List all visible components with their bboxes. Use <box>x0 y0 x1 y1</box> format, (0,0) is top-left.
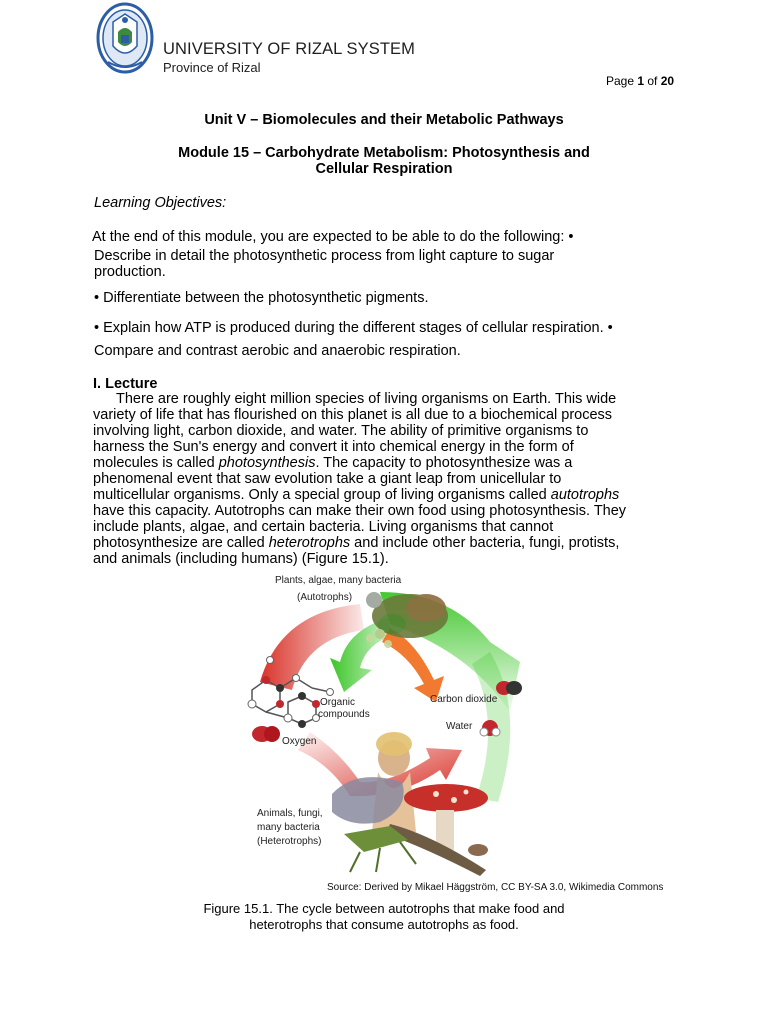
page-total: 20 <box>660 74 675 88</box>
figure-caption-line1: Figure 15.1. The cycle between autotrophs that make food and <box>203 901 565 916</box>
province-name: Province of Rizal <box>163 60 261 75</box>
objectives-intro: At the end of this module, you are expected to be able to do the following: • <box>92 229 574 245</box>
term-photosynthesis: photosynthesis <box>218 455 316 471</box>
lecture-text: . The capacity to photosynthesize was a <box>315 455 573 471</box>
lecture-text: photosynthesize are called <box>93 535 269 551</box>
page-prefix: Page <box>606 74 638 88</box>
label-autotrophs-line2: (Autotrophs) <box>297 592 353 603</box>
lecture-line <box>93 535 683 551</box>
lecture-line: and animals (including humans) (Figure 15.1). <box>93 551 389 567</box>
figure-caption <box>0 901 768 933</box>
label-heterotrophs-line2: many bacteria <box>257 822 320 833</box>
module-title-line1: Module 15 – Carbohydrate Metabolism: Photosynthesis and <box>178 145 590 161</box>
objective-4: Compare and contrast aerobic and anaerobic respiration. <box>94 343 461 359</box>
lecture-line: have this capacity. Autotrophs can make their own food using photosynthesis. They <box>93 503 627 519</box>
label-organic-line2: compounds <box>318 709 370 720</box>
objective-2: • Differentiate between the photosynthetic pigments. <box>94 290 429 306</box>
lecture-line <box>93 455 683 471</box>
page-of: of <box>644 74 661 88</box>
lecture-paragraph <box>93 391 683 567</box>
objective-1-line2: production. <box>94 264 166 280</box>
learning-objectives-heading: Learning Objectives: <box>94 195 227 211</box>
figure-autotroph-heterotroph-cycle <box>240 572 530 882</box>
lecture-text: and include other bacteria, fungi, protists, <box>350 535 620 551</box>
page-current: 1 <box>637 74 645 88</box>
lecture-line: involving light, carbon dioxide, and water. The ability of primitive organisms to <box>93 423 589 439</box>
lecture-line: harness the Sun's energy and convert it into chemical energy in the form of <box>93 439 574 455</box>
term-autotrophs: autotrophs <box>550 487 620 503</box>
figure-source-note: Source: Derived by Mikael Häggström, CC BY-SA 3.0, Wikimedia Commons <box>327 882 664 893</box>
figure-caption-line2: heterotrophs that consume autotrophs as food. <box>249 917 519 932</box>
page-number <box>606 74 674 88</box>
label-heterotrophs-line3: (Heterotrophs) <box>257 836 322 847</box>
module-title-line2: Cellular Respiration <box>315 161 453 177</box>
objective-1-line1: Describe in detail the photosynthetic process from light capture to sugar <box>94 248 555 264</box>
label-heterotrophs-line1: Animals, fungi, <box>257 808 323 819</box>
lecture-line <box>93 487 683 503</box>
label-organic-line1: Organic <box>320 697 356 708</box>
university-name: UNIVERSITY OF RIZAL SYSTEM <box>163 40 415 58</box>
lecture-line: variety of life that has flourished on this planet is all due to a biochemical process <box>93 407 613 423</box>
objective-3: • Explain how ATP is produced during the different stages of cellular respiration. • <box>94 320 613 336</box>
label-autotrophs-line1: Plants, algae, many bacteria <box>275 575 402 586</box>
term-heterotrophs: heterotrophs <box>268 535 351 551</box>
unit-title: Unit V – Biomolecules and their Metabolic Pathways <box>204 112 564 128</box>
label-oxygen: Oxygen <box>282 736 317 747</box>
lecture-heading: I. Lecture <box>93 376 158 392</box>
lecture-line: include plants, algae, and certain bacteria. Living organisms that cannot <box>93 519 554 535</box>
label-carbon-dioxide: Carbon dioxide <box>430 694 498 705</box>
label-water: Water <box>446 721 473 732</box>
lecture-line: phenomenal event that saw evolution take a giant leap from unicellular to <box>93 471 562 487</box>
lecture-line: There are roughly eight million species of living organisms on Earth. This wide <box>116 391 617 407</box>
lecture-text: multicellular organisms. Only a special group of living organisms called <box>93 487 551 503</box>
lecture-text: molecules is called <box>93 455 219 471</box>
university-seal-logo <box>96 2 154 74</box>
